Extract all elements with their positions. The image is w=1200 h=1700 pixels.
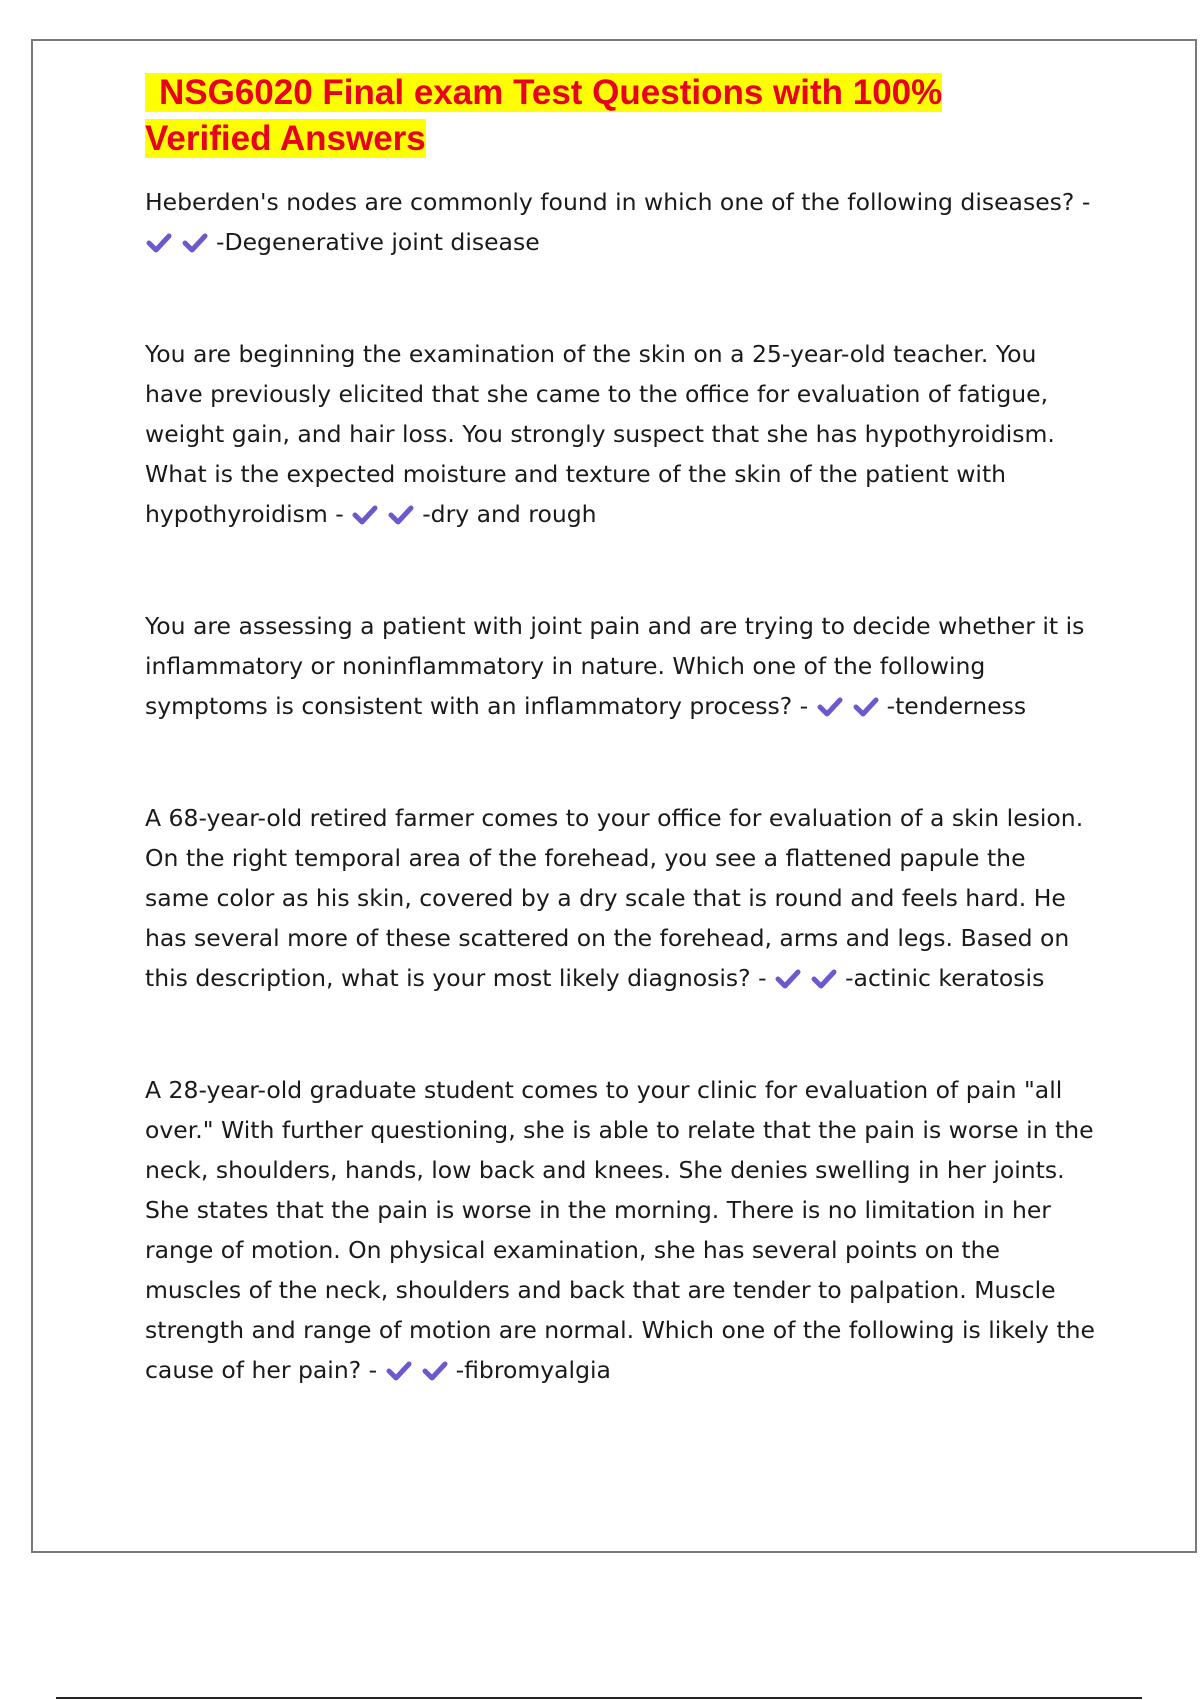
double-check-icon: [816, 694, 884, 720]
double-check-icon: [145, 230, 213, 256]
question-text: You are assessing a patient with joint pain and are trying to decide whether it is inflammatory or noninflammatory in nature. Which one of the following symptoms is consistent with an inflammatory process? -: [145, 612, 1085, 720]
question-text: You are beginning the examination of the skin on a 25-year-old teacher. You have previously elicited that she came to the office for evaluation of fatigue, weight gain, and hair loss. You strongly suspect that she has hypothyroidism. What is the expected moisture and texture of the skin of the patient with hypothyroidism -: [145, 340, 1055, 528]
double-check-icon: [774, 966, 842, 992]
bottom-rule: [56, 1697, 1142, 1699]
answer-text: -Degenerative joint disease: [216, 228, 540, 256]
qa-item-5: [145, 1070, 1095, 1390]
answer-text: -tenderness: [886, 692, 1027, 720]
double-check-icon: [351, 502, 419, 528]
document-content: [145, 70, 1095, 1462]
qa-item-2: [145, 334, 1095, 534]
document-title: [145, 70, 1095, 162]
answer-text: -fibromyalgia: [455, 1356, 611, 1384]
qa-item-1: [145, 182, 1095, 262]
question-text: A 28-year-old graduate student comes to your clinic for evaluation of pain "all over." With further questioning, she is able to relate that the pain is worse in the neck, shoulders, hands, low back and knees. She denies swelling in her joints. She states that the pain is worse in the morning. There is no limitation in her range of motion. On physical examination, she has several points on the muscles of the neck, shoulders and back that are tender to palpation. Muscle strength and range of motion are normal. Which one of the following is likely the cause of her pain? -: [145, 1076, 1095, 1384]
question-text: Heberden's nodes are commonly found in which one of the following diseases? -: [145, 188, 1091, 216]
answer-text: -dry and rough: [422, 500, 597, 528]
qa-item-4: [145, 798, 1095, 998]
qa-item-3: [145, 606, 1095, 726]
double-check-icon: [385, 1358, 453, 1384]
answer-text: -actinic keratosis: [845, 964, 1045, 992]
title-line-1: NSG6020 Final exam Test Questions with 100%: [145, 73, 942, 112]
question-text: A 68-year-old retired farmer comes to your office for evaluation of a skin lesion. On the right temporal area of the forehead, you see a flattened papule the same color as his skin, covered by a dry scale that is round and feels hard. He has several more of these scattered on the forehead, arms and legs. Based on this description, what is your most likely diagnosis? -: [145, 804, 1084, 992]
title-line-2: Verified Answers: [145, 119, 426, 158]
